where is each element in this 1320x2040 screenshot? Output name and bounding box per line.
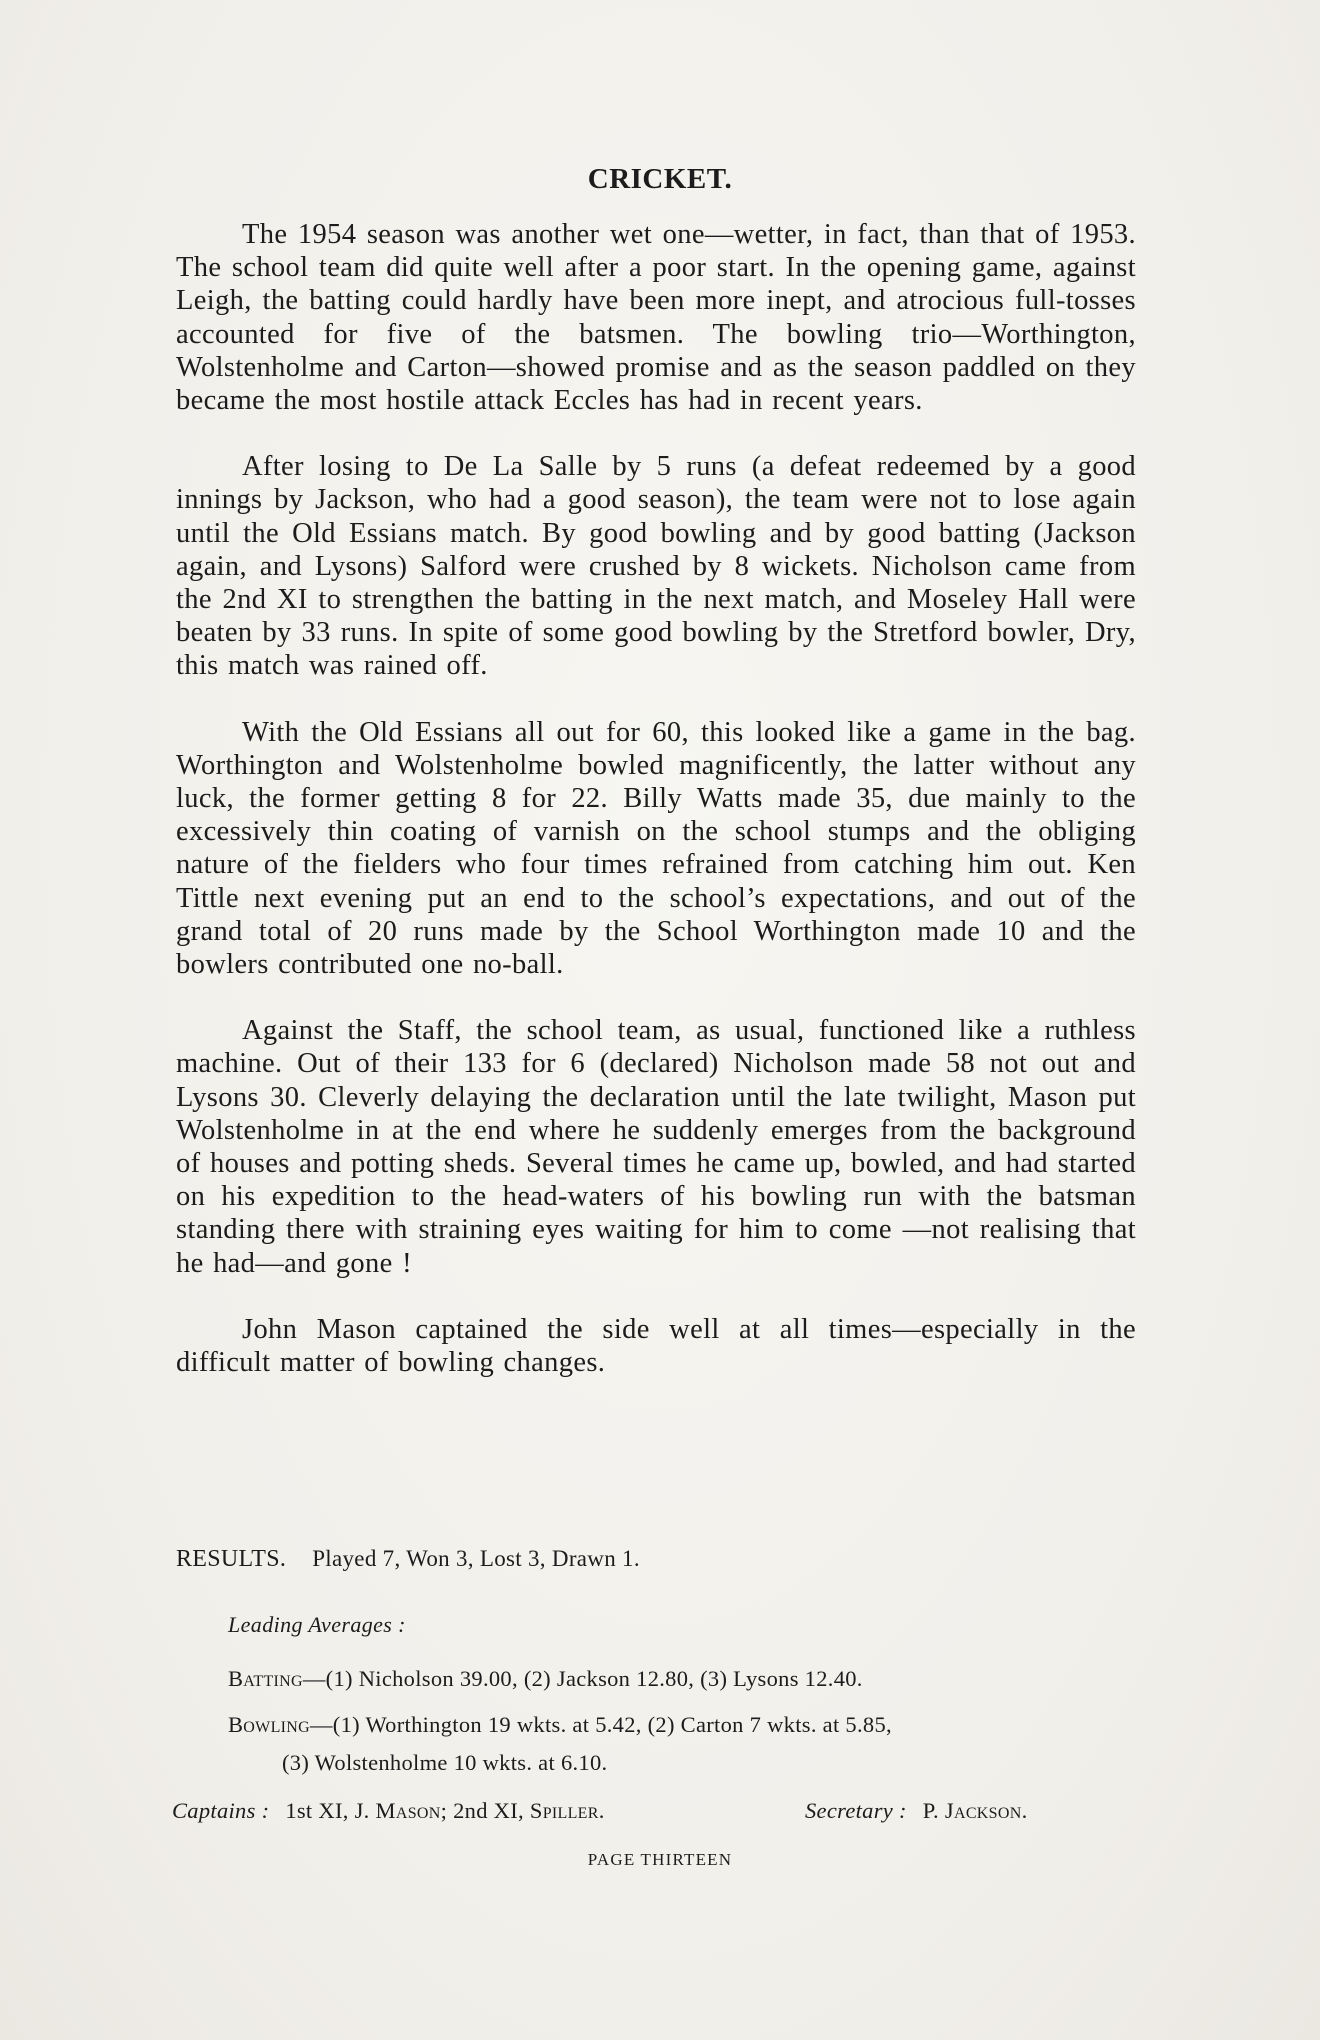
secretary-line (805, 1798, 1028, 1824)
paragraph: Against the Staff, the school team, as usual, functioned like a ruthless machine. Out of their 133 for 6 (declared) Nicholson made 58 not out and Lysons 30. Cleverly delaying the declaration until the late twilight, Mason put Wolstenholme in at the end where he suddenly emerges from the background of houses and potting sheds. Several times he came up, bowled, and had started on his expedition to the head-waters of his bowling run with the batsman standing there with straining eyes waiting for him to come —not realising that he had—and gone ! (176, 1015, 1136, 1279)
first-xi-captain: Mason (375, 1798, 441, 1823)
secretary-initial: P. (922, 1798, 939, 1823)
bowling-label: Bowling (228, 1712, 310, 1737)
secretary-end: . (1021, 1798, 1028, 1823)
results-text: Played 7, Won 3, Lost 3, Drawn 1. (312, 1546, 640, 1571)
secretary-name: Jackson (944, 1798, 1022, 1823)
batting-label: Batting (228, 1666, 303, 1691)
captains-end: . (598, 1798, 605, 1823)
paragraph: John Mason captained the side well at all times—especially in the difficult matter of bowling changes. (176, 1313, 1136, 1379)
leading-averages-heading: Leading Averages : (228, 1612, 406, 1637)
batting-averages (228, 1666, 863, 1692)
bowling-averages (228, 1712, 892, 1738)
results-label: RESULTS. (176, 1546, 287, 1572)
second-xi-text: 2nd XI, (453, 1798, 524, 1823)
first-xi-text: 1st XI, J. (285, 1798, 370, 1823)
bowling-text: —(1) Worthington 19 wkts. at 5.42, (2) Carton 7 wkts. at 5.85, (309, 1712, 892, 1737)
batting-text: —(1) Nicholson 39.00, (2) Jackson 12.80, (3) Lysons 12.40. (302, 1666, 863, 1691)
results-line (176, 1546, 640, 1573)
second-xi-captain: Spiller (529, 1798, 599, 1823)
page-title: CRICKET. (587, 163, 733, 195)
article-body (176, 218, 1136, 1379)
paragraph: After losing to De La Salle by 5 runs (a defeat redeemed by a good innings by Jackson, who had a good season), the team were not to lose again until the Old Essians match. By good bowling and by good batting (Jackson again, and Lysons) Salford were crushed by 8 wickets. Nicholson came from the 2nd XI to strengthen the batting in the next match, and Moseley Hall were beaten by 33 runs. In spite of some good bowling by the Stretford bowler, Dry, this match was rained off. (176, 451, 1136, 682)
captains-line (172, 1798, 605, 1824)
page-number: PAGE THIRTEEN (587, 1850, 733, 1869)
captains-label: Captains : (172, 1798, 270, 1823)
bowling-averages-continued: (3) Wolstenholme 10 wkts. at 6.10. (282, 1750, 608, 1775)
paragraph: The 1954 season was another wet one—wetter, in fact, than that of 1953. The school team did quite well after a poor start. In the opening game, against Leigh, the batting could hardly have been more inept, and atrocious full-tosses accounted for five of the batsmen. The bowling trio—Worthington, Wolstenholme and Carton—showed promise and as the season paddled on they became the most hostile attack Eccles has had in recent years. (176, 219, 1136, 417)
paragraph: With the Old Essians all out for 60, this looked like a game in the bag. Worthington and Wolstenholme bowled magnificently, the latter without any luck, the former getting 8 for 22. Billy Watts made 35, due mainly to the excessively thin coating of varnish on the school stumps and the obliging nature of the fielders who four times refrained from catching him out. Ken Tittle next evening put an end to the school’s expectations, and out of the grand total of 20 runs made by the School Worthington made 10 and the bowlers contributed one no-ball. (176, 716, 1136, 981)
captains-separator: ; (440, 1798, 448, 1823)
secretary-label: Secretary : (805, 1798, 907, 1823)
